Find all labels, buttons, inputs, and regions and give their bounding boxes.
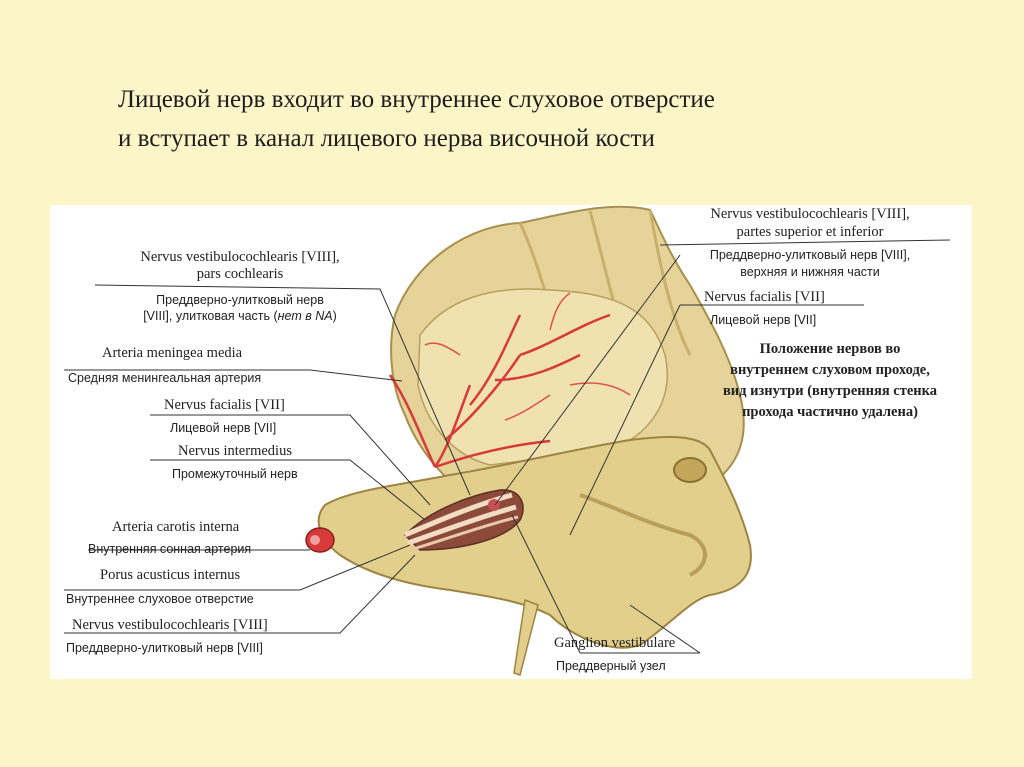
middle-cranial-fossa xyxy=(418,289,667,465)
caption-line: Положение нервов во xyxy=(759,341,901,357)
label-meningea-media-ru: Средняя менингеальная артерия xyxy=(68,371,262,385)
label-text: Nervus vestibulocochlearis [VIII], xyxy=(140,249,340,265)
label-porus-lat: Porus acusticus internus xyxy=(100,567,241,583)
label-intermedius-lat: Nervus intermedius xyxy=(178,443,292,459)
label-text: Преддверно-улитковый нерв xyxy=(156,293,324,307)
styloid-process xyxy=(514,600,538,675)
figure-caption xyxy=(690,339,970,423)
slide-title xyxy=(118,80,998,158)
caption-line: прохода частично удалена) xyxy=(742,404,918,420)
label-text: pars cochlearis xyxy=(196,266,284,282)
label-text-italic: нет в NA xyxy=(277,309,333,323)
label-facialis-left-ru: Лицевой нерв [VII] xyxy=(170,421,277,435)
caption-line: вид изнутри (внутренняя стенка xyxy=(722,383,938,399)
label-vestibulocochlear-top-ru xyxy=(660,247,960,281)
label-ganglion-ru: Преддверный узел xyxy=(556,659,666,673)
label-porus-ru: Внутреннее слуховое отверстие xyxy=(66,592,254,606)
label-vestibulocochlear-bottom-lat: Nervus vestibulocochlearis [VIII] xyxy=(72,617,268,633)
label-carotis-ru: Внутренняя сонная артерия xyxy=(88,542,252,556)
label-text: [VIII], улитковая часть ( xyxy=(143,309,278,323)
label-vestibulocochlear-bottom-ru: Преддверно-улитковый нерв [VIII] xyxy=(66,641,263,655)
slide-title-line-1: Лицевой нерв входит во внутреннее слуховое отверстие xyxy=(118,86,715,113)
slide-title-line-2: и вступает в канал лицевого нерва височной кости xyxy=(118,125,655,152)
label-text: ) xyxy=(332,309,337,323)
anatomy-figure xyxy=(50,205,972,679)
label-facialis-right-lat: Nervus facialis [VII] xyxy=(704,289,825,305)
label-text: Nervus vestibulocochlearis [VIII], xyxy=(710,206,910,222)
label-text xyxy=(90,308,390,324)
label-vestibulocochlear-cochlear-lat xyxy=(110,249,370,283)
label-text: верхняя и нижняя части xyxy=(740,265,880,279)
label-intermedius-ru: Промежуточный нерв xyxy=(172,467,298,481)
label-ganglion-lat: Ganglion vestibulare xyxy=(554,635,676,651)
label-facialis-left-lat: Nervus facialis [VII] xyxy=(164,397,285,413)
label-text: Преддверно-улитковый нерв [VIII], xyxy=(709,248,911,262)
label-facialis-right-ru: Лицевой нерв [VII] xyxy=(710,313,817,327)
label-carotis-lat: Arteria carotis interna xyxy=(112,519,240,535)
label-vestibulocochlear-top-lat xyxy=(660,205,960,241)
porus-opening xyxy=(674,458,706,482)
label-meningea-media-lat: Arteria meningea media xyxy=(102,345,243,361)
caption-line: внутреннем слуховом проходе, xyxy=(730,362,930,378)
label-vestibulocochlear-cochlear-ru xyxy=(90,292,390,324)
label-text: partes superior et inferior xyxy=(736,224,884,240)
